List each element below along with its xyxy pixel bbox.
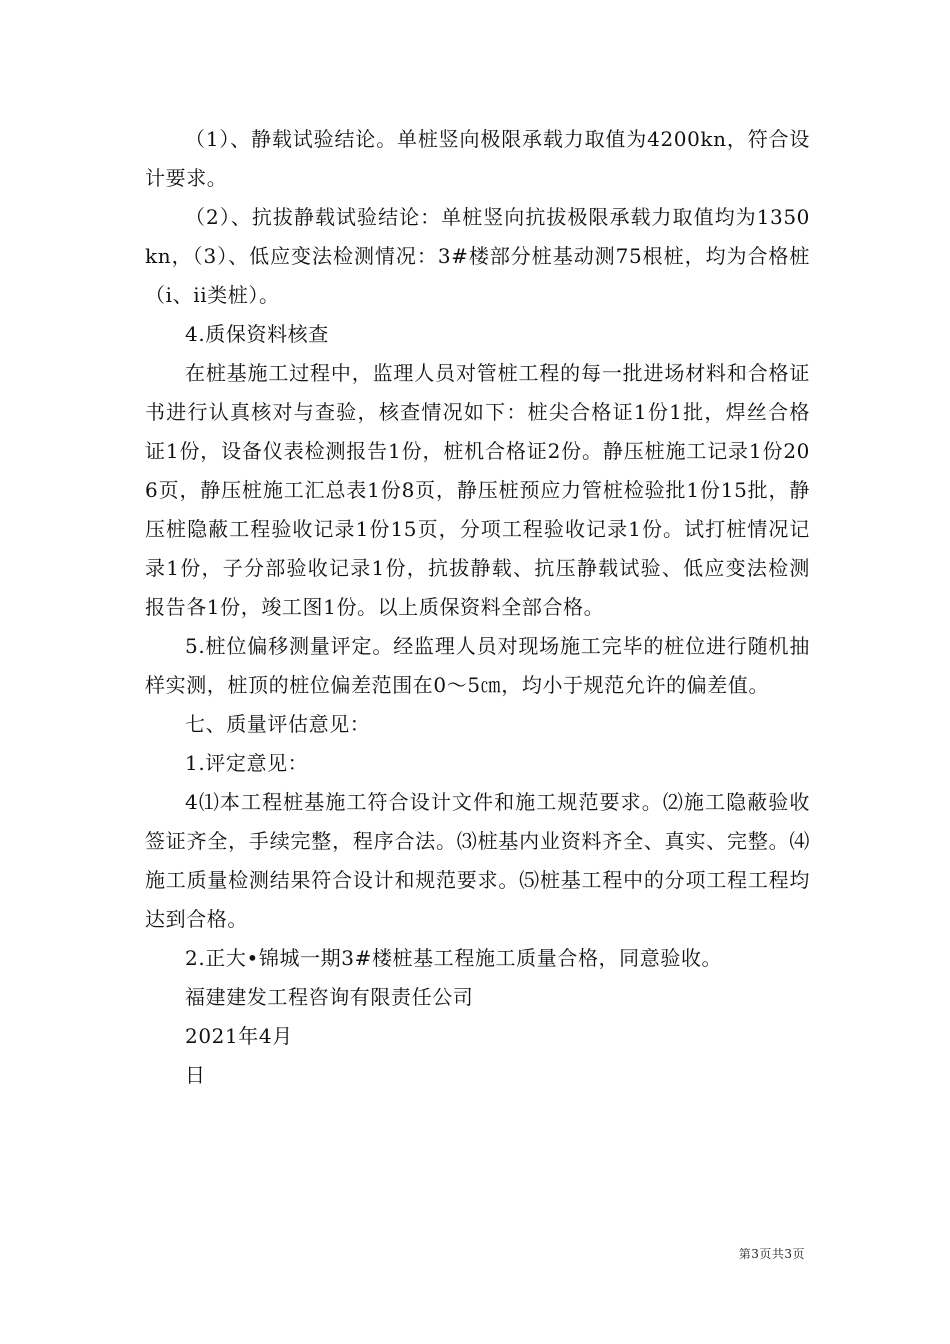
heading-quality-document-review: 4.质保资料核查 [185,322,329,346]
document-body [145,120,810,1095]
signature-day: 日 [185,1063,206,1087]
heading-evaluation-opinion: 1.评定意见： [185,751,309,775]
page-number-footer: 第3页共3页 [738,1247,805,1261]
paragraph-acceptance-conclusion: 2.正大•锦城一期3#楼桩基工程施工质量合格，同意验收。 [185,946,723,970]
paragraph-evaluation-details: 4⑴本工程桩基施工符合设计文件和施工规范要求。⑵施工隐蔽验收签证齐全，手续完整，程序合法。⑶桩基内业资料齐全、真实、完整。⑷施工质量检测结果符合设计和规范要求。⑸桩基工程中的分项工程工程均达到合格。 [145,790,810,931]
paragraph-material-certificates: 在桩基施工过程中，监理人员对管桩工程的每一批进场材料和合格证书进行认真核对与查验，核查情况如下：桩尖合格证1份1批，焊丝合格证1份，设备仪表检测报告1份，桩机合格证2份。静压桩施工记录1份206页，静压桩施工汇总表1份8页，静压桩预应力管桩检验批1份15批，静压桩隐蔽工程验收记录1份15页，分项工程验收记录1份。试打桩情况记录1份，子分部验收记录1份，抗拔静载、抗压静载试验、低应变法检测报告各1份，竣工图1份。以上质保资料全部合格。 [145,361,810,619]
signature-company: 福建建发工程咨询有限责任公司 [185,985,474,1009]
heading-quality-assessment: 七、质量评估意见： [185,712,371,736]
paragraph-uplift-and-low-strain: （2）、抗拔静载试验结论：单桩竖向抗拔极限承载力取值均为1350kn，（3）、低应变法检测情况：3#楼部分桩基动测75根桩，均为合格桩（i、ii类桩）。 [145,205,810,307]
paragraph-static-load-conclusion: （1）、静载试验结论。单桩竖向极限承载力取值为4200kn，符合设计要求。 [145,127,810,190]
paragraph-pile-position-offset: 5.桩位偏移测量评定。经监理人员对现场施工完毕的桩位进行随机抽样实测，桩顶的桩位偏差范围在0～5㎝，均小于规范允许的偏差值。 [145,634,810,697]
signature-date: 2021年4月 [185,1024,293,1048]
